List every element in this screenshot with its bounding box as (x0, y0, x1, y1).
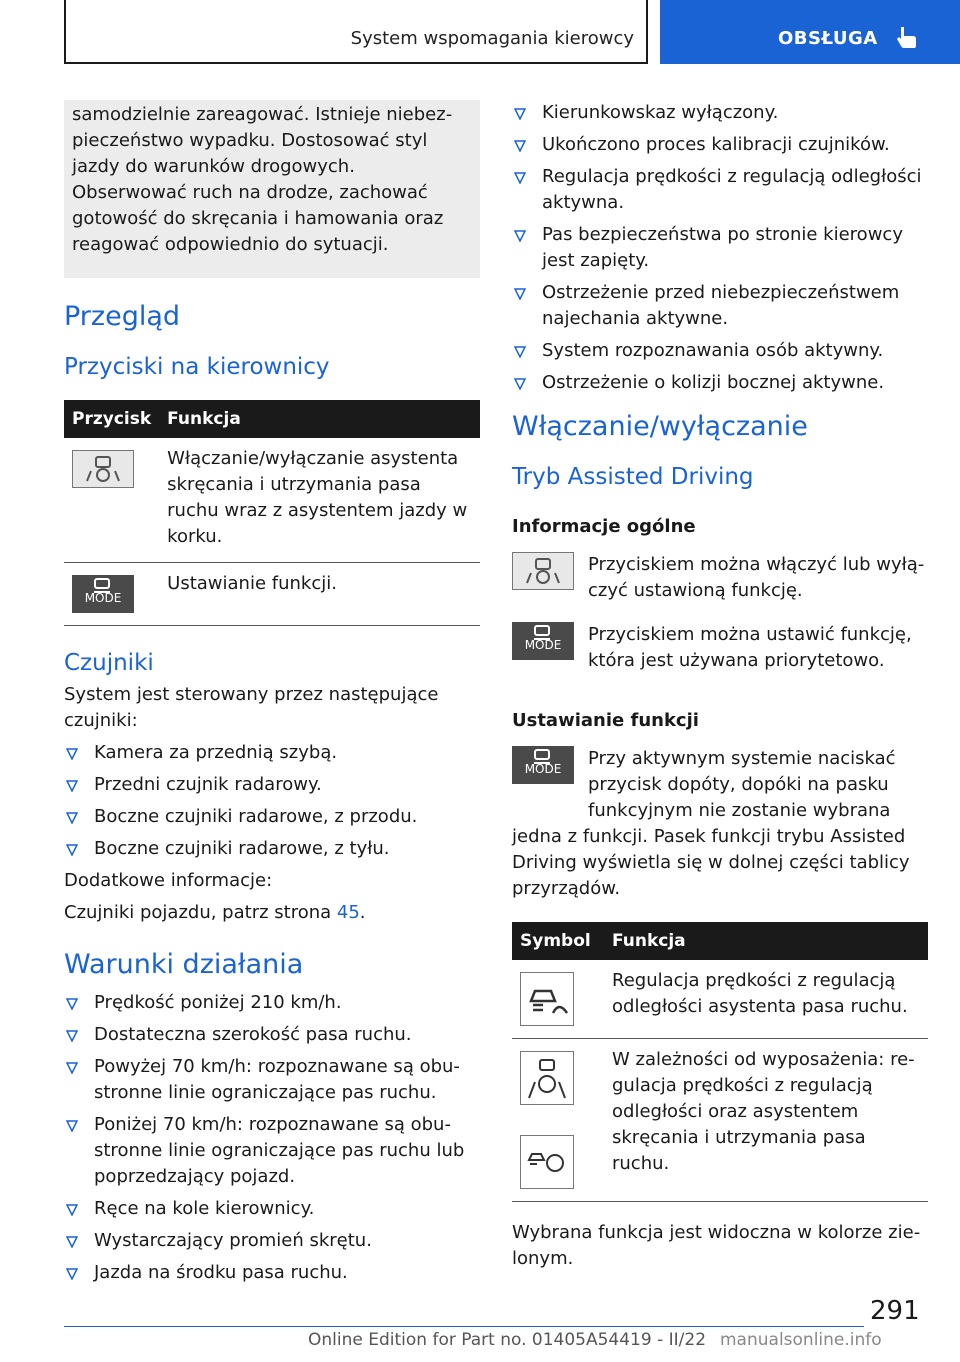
steering-assist-icon (520, 1051, 574, 1105)
triangle-bullet-icon (514, 346, 526, 358)
sensors-heading: Czujniki (64, 650, 154, 676)
button-table (64, 400, 480, 626)
setting-heading: Ustawianie funkcji (512, 710, 699, 731)
general-heading: Informacje ogólne (512, 516, 696, 537)
general-item: MODE Przyciskiem można ustawić funkcję, która jest używana priorytetowo. (512, 622, 928, 674)
triangle-bullet-icon (66, 844, 78, 856)
list-item: Poniżej 70 km/h: rozpoznawane są obustronne linie ograniczające pas ruchu lub poprzedzający pojazd. (64, 1112, 480, 1190)
mode-heading: Tryb Assisted Driving (512, 464, 754, 490)
warning-text: samodzielnie zareagować. Istnieje niebezpieczeństwo wypadku. Dostosować styl jazdy do warunków drogowych. Obserwować ruch na drodze, zachować gotowość do skręcania i hamowania oraz reagować odpowiednio do sytuacji. (72, 104, 453, 255)
list-item: Kamera za przednią szybą. (64, 740, 480, 766)
page-number: 291 (870, 1296, 920, 1326)
list-item: Ukończono proces kalibracji czujników. (512, 132, 928, 158)
warning-box (64, 100, 480, 278)
list-item: Wystarczający promień skrętu. (64, 1228, 480, 1254)
triangle-bullet-icon (66, 998, 78, 1010)
table-cell: Ustawianie funkcji. (159, 563, 480, 626)
edition-text: Online Edition for Part no. 01405A54419 - II/22 (308, 1330, 707, 1350)
sensors-intro: System jest sterowany przez następujące czujniki: (64, 684, 439, 731)
mode-button-icon (512, 622, 574, 660)
triangle-bullet-icon (514, 108, 526, 120)
list-item: Prędkość poniżej 210 km/h. (64, 990, 480, 1016)
list-item: System rozpoznawania osób aktywny. (512, 338, 928, 364)
table-row (512, 960, 928, 1039)
triangle-bullet-icon (66, 780, 78, 792)
table-cell: Regulacja prędkości z regulacją odległości asystenta pasa ruchu. (604, 960, 928, 1039)
list-item: Jazda na środku pasa ruchu. (64, 1260, 480, 1286)
setting-item: MODE Przy aktywnym systemie naciskać przycisk dopóty, dopóki na pasku funkcyjnym nie zostanie wybrana (512, 746, 928, 824)
assist-steering-button-icon (72, 450, 134, 488)
triangle-bullet-icon (514, 140, 526, 152)
mode-label: MODE (524, 638, 562, 652)
section-title: OBSŁUGA (778, 28, 878, 49)
triangle-bullet-icon (514, 172, 526, 184)
setting-text: jedna z funkcji. Pasek funkcji trybu Assisted Driving wyświetla się w dolnej części tablicy przyrządów. (512, 826, 910, 899)
page-link[interactable]: 45 (336, 902, 360, 923)
general-item: Przyciskiem można włączyć lub wyłączyć ustawioną funkcję. (512, 552, 928, 604)
triangle-bullet-icon (66, 748, 78, 760)
list-item: Pas bezpieczeństwa po stronie kierowcy jest zapięty. (512, 222, 928, 274)
triangle-bullet-icon (66, 1120, 78, 1132)
list-item: Kierunkowskaz wyłączony. (512, 100, 928, 126)
sensors-list (64, 740, 480, 862)
header-section-box (660, 0, 960, 64)
table-header-cell: Przycisk (64, 400, 159, 438)
buttons-heading: Przyciski na kierownicy (64, 354, 330, 380)
conditions-list-continued (512, 100, 928, 396)
assist-steering-button-icon (512, 552, 574, 590)
mode-button-icon (512, 746, 574, 784)
footer-divider (64, 1326, 864, 1327)
triangle-bullet-icon (514, 288, 526, 300)
table-row (64, 438, 480, 563)
triangle-bullet-icon (66, 1236, 78, 1248)
conditions-heading: Warunki działania (64, 949, 304, 980)
triangle-bullet-icon (66, 1268, 78, 1280)
pointing-hand-icon (894, 24, 920, 50)
table-row (512, 1039, 928, 1202)
table-header-cell: Funkcja (159, 400, 480, 438)
left-column (64, 100, 480, 1292)
mode-label: MODE (84, 591, 122, 605)
table-row (64, 563, 480, 626)
triangle-bullet-icon (66, 1030, 78, 1042)
additional-info: Dodatkowe informacje: (64, 870, 273, 891)
table-header-row (512, 922, 928, 960)
green-note: Wybrana funkcja jest widoczna w kolorze zielonym. (512, 1222, 921, 1269)
list-item: Przedni czujnik radarowy. (64, 772, 480, 798)
onoff-heading: Włączanie/wyłączanie (512, 411, 808, 442)
chapter-title: System wspomagania kierowcy (350, 28, 634, 49)
symbol-table (512, 922, 928, 1202)
triangle-bullet-icon (514, 230, 526, 242)
table-header-cell: Funkcja (604, 922, 928, 960)
list-item: Ostrzeżenie o kolizji bocznej aktywne. (512, 370, 928, 396)
overview-heading: Przegląd (64, 301, 181, 332)
triangle-bullet-icon (66, 1062, 78, 1074)
distance-control-icon (520, 972, 574, 1026)
list-item: Ręce na kole kierownicy. (64, 1196, 480, 1222)
list-item: Regulacja prędkości z regulacją odległości aktywna. (512, 164, 928, 216)
table-cell: Włączanie/wyłączanie asystenta skręcania i utrzymania pasa ruchu wraz z asystentem jazdy w korku. (159, 438, 480, 563)
list-item: Boczne czujniki radarowe, z tyłu. (64, 836, 480, 862)
right-column (512, 100, 928, 1272)
mode-label: MODE (524, 762, 562, 776)
triangle-bullet-icon (514, 378, 526, 390)
triangle-bullet-icon (66, 1204, 78, 1216)
table-header-row (64, 400, 480, 438)
mode-button-icon (72, 575, 134, 613)
table-cell: W zależności od wyposażenia: regulacja prędkości z regulacją odległości oraz asystentem skręcania i utrzymania pasa ruchu. (604, 1039, 928, 1202)
distance-steering-icon (520, 1135, 574, 1189)
table-header-cell: Symbol (512, 922, 604, 960)
conditions-list (64, 990, 480, 1286)
list-item: Ostrzeżenie przed niebezpieczeństwem najechania aktywne. (512, 280, 928, 332)
header-chapter-box (64, 0, 648, 64)
triangle-bullet-icon (66, 812, 78, 824)
list-item: Boczne czujniki radarowe, z przodu. (64, 804, 480, 830)
list-item: Dostateczna szerokość pasa ruchu. (64, 1022, 480, 1048)
watermark: manualsonline.info (720, 1330, 882, 1350)
list-item: Powyżej 70 km/h: rozpoznawane są obustronne linie ograniczające pas ruchu. (64, 1054, 480, 1106)
sensors-reference: Czujniki pojazdu, patrz strona 45. (64, 902, 366, 923)
